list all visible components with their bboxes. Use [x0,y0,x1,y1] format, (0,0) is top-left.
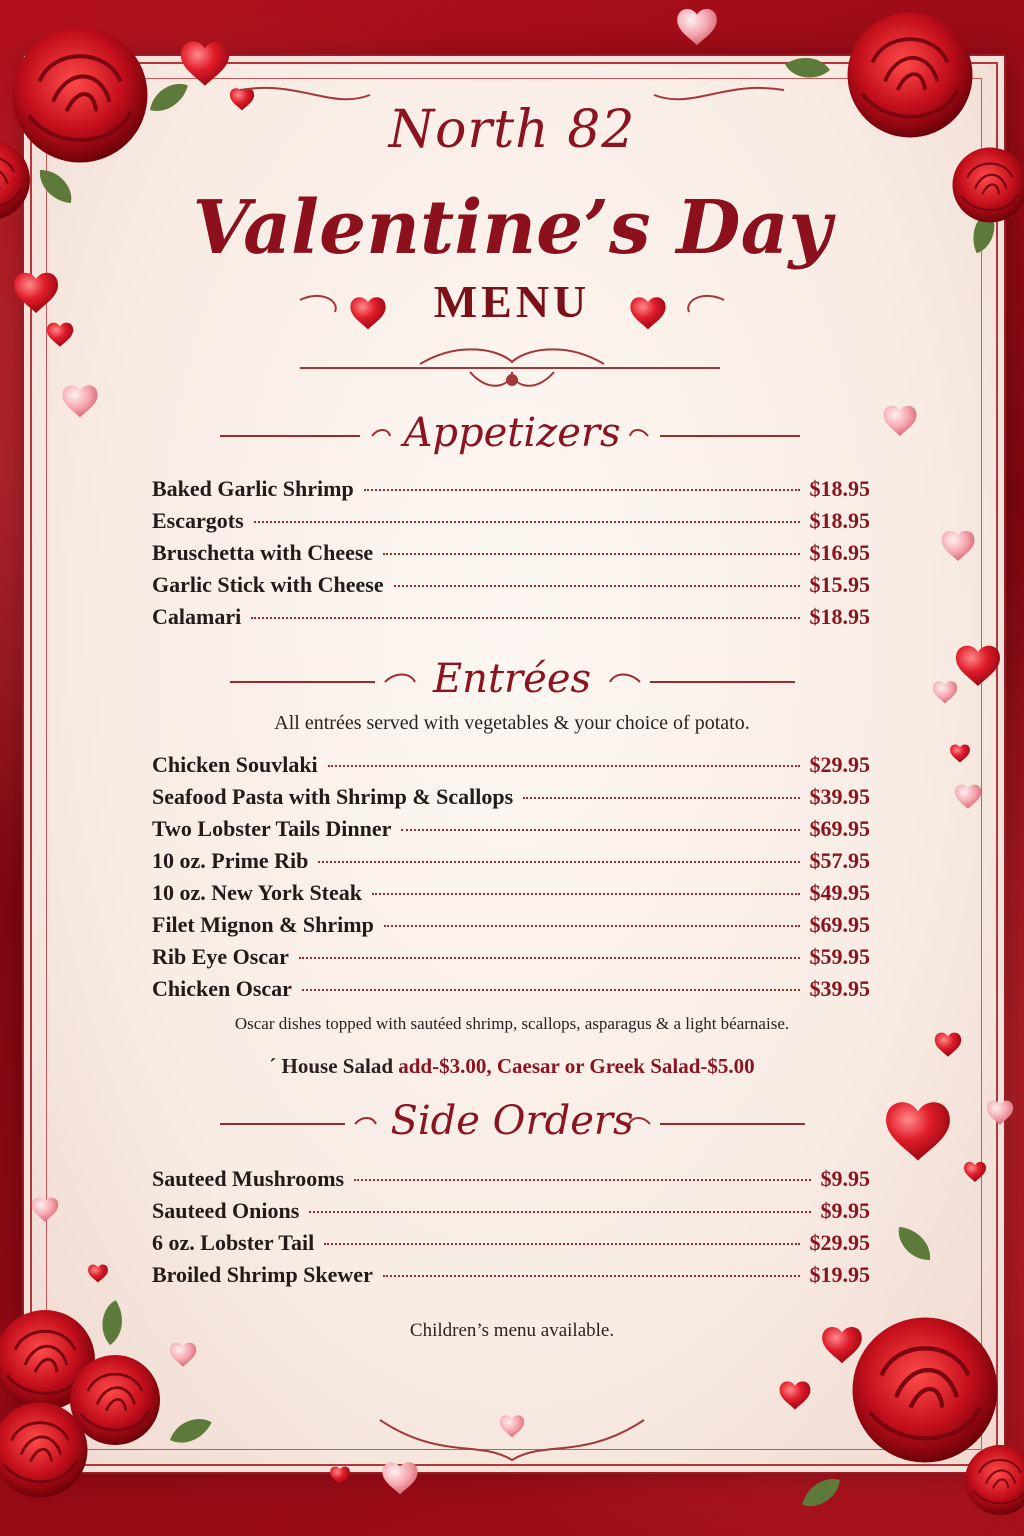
menu-heading: MENU [433,276,591,327]
salad-mark: ´ [269,1054,277,1078]
item-price: $29.95 [809,1230,870,1255]
item-name: Sauteed Mushrooms [152,1166,345,1191]
item-name: Chicken Oscar [152,976,292,1001]
page-title: Valentine’s Day [192,185,832,271]
item-name: 6 oz. Lobster Tail [152,1230,315,1255]
item-price: $16.95 [809,540,870,565]
item-name: Sauteed Onions [152,1198,300,1223]
item-name: Rib Eye Oscar [152,944,289,969]
childrens-menu-note: Children’s menu available. [409,1320,615,1341]
menu-item [152,604,870,634]
dot-leader [251,617,799,619]
dot-leader [364,489,800,491]
item-price: $29.95 [809,752,870,777]
menu-item [152,572,870,602]
item-name: Bruschetta with Cheese [152,540,374,565]
item-price: $9.95 [820,1166,870,1191]
dot-leader [354,1179,810,1181]
item-price: $59.95 [809,944,870,969]
salad-prices: add-$3.00, Caesar or Greek Salad-$5.00 [398,1054,755,1078]
item-name: Calamari [152,604,242,629]
item-name: 10 oz. Prime Rib [152,848,309,873]
item-price: $18.95 [809,508,870,533]
item-price: $19.95 [809,1262,870,1287]
menu-item [152,752,870,782]
item-price: $39.95 [809,976,870,1001]
dot-leader [523,797,799,799]
menu-item [152,880,870,910]
item-name: Filet Mignon & Shrimp [152,912,374,937]
menu-item [152,540,870,570]
entrees-title: Entrées [432,656,592,702]
salad-addon-note [0,1054,1024,1079]
item-price: $39.95 [809,784,870,809]
item-name: Baked Garlic Shrimp [152,476,354,501]
item-price: $69.95 [809,912,870,937]
entrees-note: All entrées served with vegetables & your choice of potato. [274,712,750,734]
house-salad-label: House Salad [281,1054,393,1078]
dot-leader [302,989,800,991]
menu-item [152,1198,870,1228]
item-price: $18.95 [809,604,870,629]
dot-leader [318,861,799,863]
item-name: Garlic Stick with Cheese [152,572,384,597]
item-name: Seafood Pasta with Shrimp & Scallops [152,784,514,809]
menu-item [152,944,870,974]
menu-item [152,976,870,1006]
item-name: Chicken Souvlaki [152,752,318,777]
sides-title: Side Orders [390,1098,634,1144]
menu-item [152,784,870,814]
item-name: 10 oz. New York Steak [152,880,362,905]
item-name: Two Lobster Tails Dinner [152,816,392,841]
menu-item [152,1262,870,1292]
dot-leader [383,553,799,555]
item-price: $57.95 [809,848,870,873]
dot-leader [309,1211,810,1213]
item-price: $18.95 [809,476,870,501]
dot-leader [383,1275,800,1277]
dot-leader [401,829,799,831]
dot-leader [254,521,800,523]
item-name: Escargots [152,508,244,533]
oscar-note: Oscar dishes topped with sautéed shrimp, scallops, asparagus & a light béarnaise. [234,1014,790,1033]
restaurant-name: North 82 [388,100,636,160]
item-price: $15.95 [809,572,870,597]
menu-item [152,1230,870,1260]
item-price: $69.95 [809,816,870,841]
dot-leader [299,957,800,959]
dot-leader [324,1243,799,1245]
dot-leader [328,765,800,767]
menu-item [152,508,870,538]
menu-item [152,1166,870,1196]
dot-leader [394,585,800,587]
item-price: $49.95 [809,880,870,905]
menu-item [152,816,870,846]
menu-item [152,912,870,942]
menu-item [152,848,870,878]
item-name: Broiled Shrimp Skewer [152,1262,373,1287]
appetizers-title: Appetizers [403,410,621,456]
menu-item [152,476,870,506]
dot-leader [384,925,800,927]
dot-leader [372,893,800,895]
item-price: $9.95 [820,1198,870,1223]
